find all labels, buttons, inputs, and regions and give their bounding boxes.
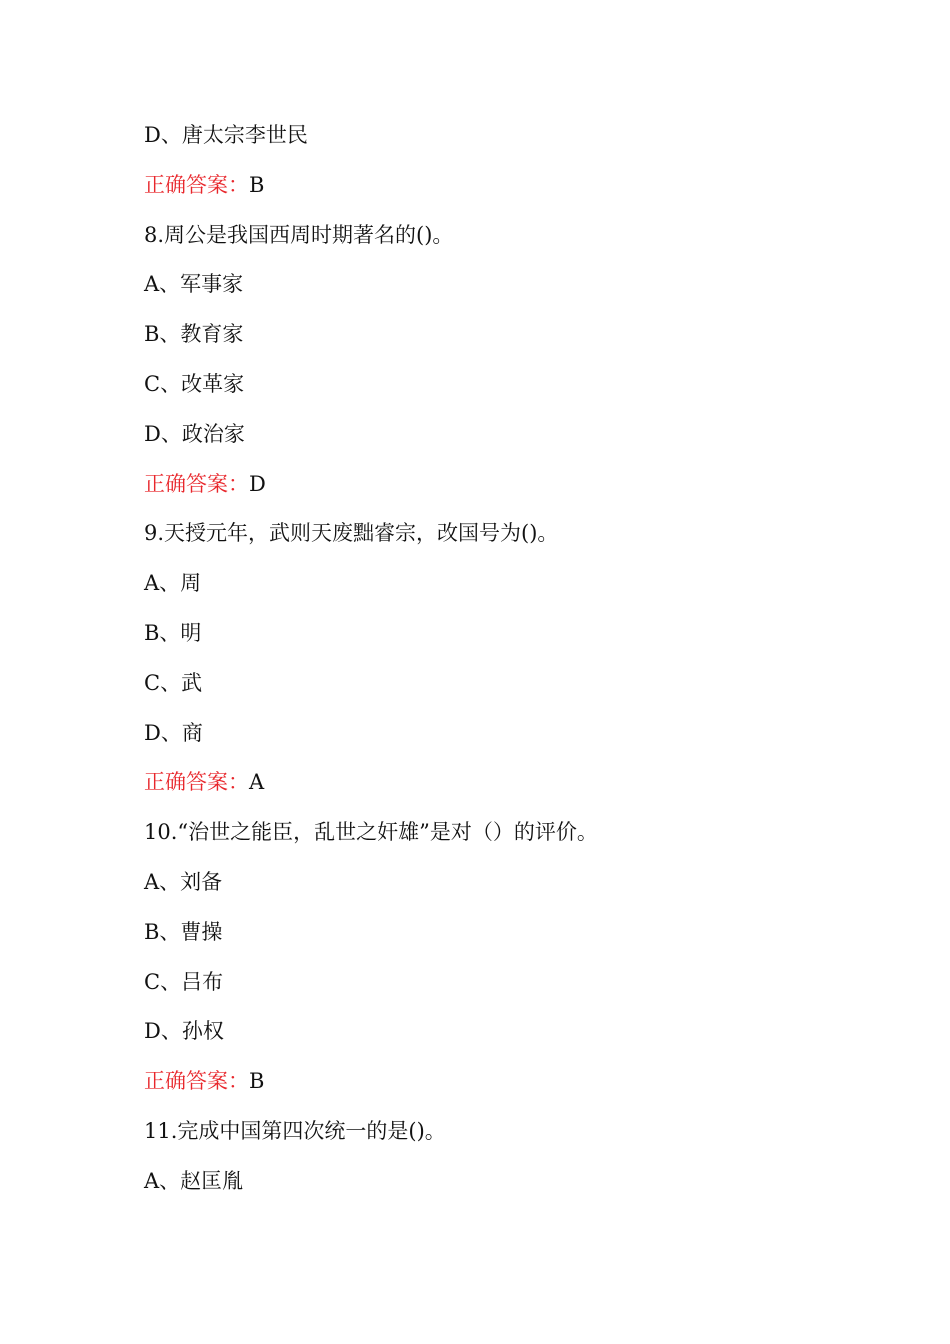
option-line: A、军事家 xyxy=(144,272,244,297)
answer-label: 正确答案： xyxy=(144,471,249,496)
answer-label: 正确答案： xyxy=(144,172,249,197)
answer-value: B xyxy=(249,172,265,197)
option-line: C、改革家 xyxy=(144,371,245,396)
answer-label: 正确答案： xyxy=(144,1069,249,1094)
option-line: A、刘备 xyxy=(144,869,223,894)
option-line: B、明 xyxy=(144,620,202,645)
option-line: D、唐太宗李世民 xyxy=(144,123,308,147)
option-line: D、孙权 xyxy=(144,1019,224,1044)
answer-label: 正确答案： xyxy=(144,770,249,795)
option-line: D、商 xyxy=(144,720,203,745)
answer-line xyxy=(144,165,904,215)
question-line: 11.完成中国第四次统一的是()。 xyxy=(144,1118,446,1143)
question-line: 9.天授元年，武则天废黜睿宗，改国号为()。 xyxy=(144,521,559,546)
document-body xyxy=(144,115,904,1211)
answer-value: A xyxy=(249,770,265,795)
option-line: A、赵匡胤 xyxy=(144,1168,244,1193)
answer-line xyxy=(144,762,904,812)
option-line: B、曹操 xyxy=(144,919,223,944)
answer-value: B xyxy=(249,1069,265,1094)
option-line: C、武 xyxy=(144,670,203,695)
option-line: A、周 xyxy=(144,571,202,596)
option-line: B、教育家 xyxy=(144,322,244,347)
option-line: C、吕布 xyxy=(144,969,224,994)
option-line: D、政治家 xyxy=(144,421,245,446)
answer-value: D xyxy=(249,471,266,496)
answer-line xyxy=(144,1061,904,1111)
question-line: 8.周公是我国西周时期著名的()。 xyxy=(144,222,454,247)
answer-line xyxy=(144,464,904,514)
question-line: 10.“治世之能臣，乱世之奸雄”是对（）的评价。 xyxy=(144,820,598,845)
